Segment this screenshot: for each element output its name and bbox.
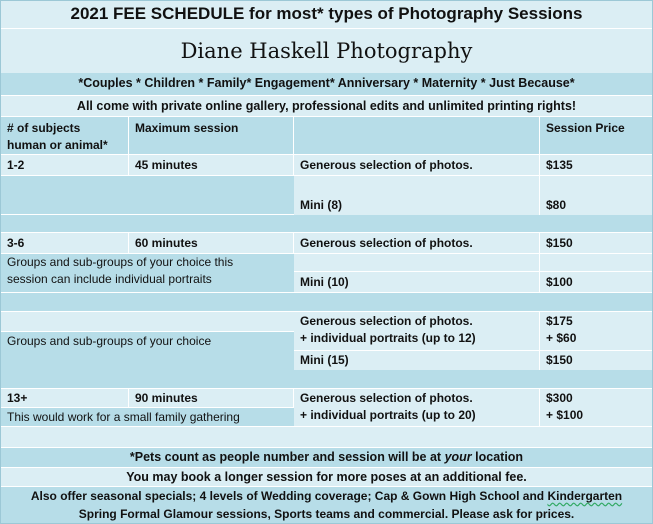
row-mini: Mini (8) <box>294 196 540 215</box>
row-subjects: 1-2 <box>1 155 129 176</box>
row-description-line2: session can include individual portraits <box>7 272 212 286</box>
table-row-desc <box>1 331 294 370</box>
table-row-mini <box>294 350 652 370</box>
row-duration: 60 minutes <box>129 233 294 254</box>
studio-name: Diane Haskell Photography <box>1 29 652 73</box>
table-row <box>1 233 652 254</box>
row-package-line2: + individual portraits (up to 12) <box>300 331 476 345</box>
row-package-line2: + individual portraits (up to 20) <box>300 408 476 422</box>
pets-note-text: *Pets count as people number and session will be at <box>129 450 445 464</box>
header-price: Session Price <box>546 121 625 135</box>
table-row <box>1 155 652 176</box>
header-subjects-line1: # of subjects <box>7 121 81 135</box>
row-duration: 90 minutes <box>129 389 294 408</box>
header-package-blank <box>294 117 540 155</box>
row-package: Generous selection of photos. <box>294 155 540 176</box>
row-package-line1: Generous selection of photos. <box>300 314 473 328</box>
row-price <box>540 389 652 427</box>
row-price-line1: $175 <box>546 314 573 328</box>
row-price-blank <box>540 176 652 196</box>
specials-line1-text: Also offer seasonal specials; 4 levels of Wedding coverage; Cap & Gown High School and <box>30 489 548 503</box>
row-separator <box>1 370 652 389</box>
row-package-blank <box>294 176 540 196</box>
header-subjects-line2: human or animal* <box>7 138 108 152</box>
table-row-package <box>294 389 652 427</box>
pets-note <box>1 448 652 468</box>
row-description: Groups and sub-groups of your choice <box>7 334 212 348</box>
row-price: $150 <box>546 236 573 250</box>
pets-note-end: location <box>471 450 524 464</box>
table-row-spacer <box>1 176 652 196</box>
schedule-title: 2021 FEE SCHEDULE for most* types of Photography Sessions <box>1 1 652 29</box>
row-duration: 45 minutes <box>129 155 294 176</box>
row-description: This would work for a small family gathering <box>7 410 240 424</box>
row-package-blank <box>294 254 540 271</box>
row-mini: Mini (10) <box>294 271 540 292</box>
table-row-desc <box>1 254 652 292</box>
row-price <box>540 312 652 350</box>
table-header <box>1 117 652 155</box>
row-package <box>294 312 540 350</box>
row-price: $135 <box>546 158 573 172</box>
row-separator <box>1 427 652 448</box>
row-mini-price: $80 <box>540 196 652 215</box>
pets-note-emphasis: your <box>444 450 472 464</box>
row-mini: Mini (15) <box>294 351 540 370</box>
includes-note: All come with private online gallery, professional edits and unlimited printing rights! <box>1 96 652 117</box>
row-description <box>1 254 294 292</box>
row-subjects: 3-6 <box>1 233 129 254</box>
row-separator <box>1 292 652 312</box>
table-row-mini <box>1 196 652 215</box>
row-package-line1: Generous selection of photos. <box>300 391 473 405</box>
row-separator <box>1 215 652 233</box>
specials-line1 <box>1 487 652 505</box>
header-subjects <box>1 117 129 155</box>
session-types: *Couples * Children * Family* Engagement* Anniversary * Maternity * Just Because* <box>1 73 652 96</box>
row-price-line1: $300 <box>546 391 573 405</box>
specials-line2: Spring Formal Glamour sessions, Sports teams and commercial. Please ask for prices. <box>78 507 575 521</box>
row-price-line2: + $100 <box>546 408 584 422</box>
row-package <box>294 389 540 427</box>
row-price-line2: + $60 <box>546 331 577 345</box>
row-description-line1: Groups and sub-groups of your choice this <box>7 255 234 269</box>
row-mini-price: $150 <box>540 351 652 370</box>
table-row-desc <box>1 408 294 427</box>
row-package: Generous selection of photos. <box>294 233 540 271</box>
header-max-session: Maximum session <box>129 117 294 155</box>
specials-line1-kindergarten: Kindergarten <box>547 489 623 503</box>
row-mini-price: $100 <box>540 271 652 292</box>
longer-session-note: You may book a longer session for more poses at an additional fee. <box>1 468 652 487</box>
row-price-blank <box>540 254 652 271</box>
specials-note <box>1 487 652 523</box>
row-subjects: 13+ <box>1 389 129 408</box>
